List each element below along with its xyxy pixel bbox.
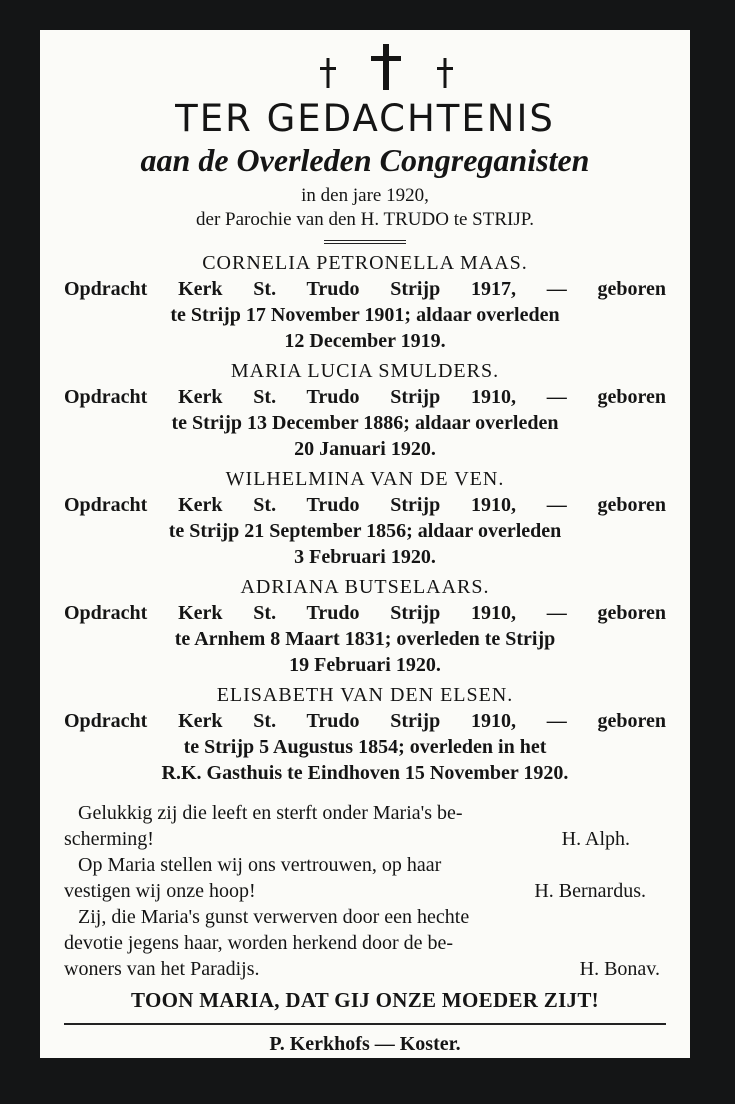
entry-line: 20 Januari 1920.: [294, 438, 436, 460]
quote-text: devotie jegens haar, worden herkend door de be-: [64, 932, 454, 954]
entry-line: te Strijp 5 Augustus 1854; overleden in het: [183, 736, 547, 758]
quote-line: [64, 826, 666, 852]
entry-line: 3 Februari 1920.: [294, 546, 436, 568]
quote-line: [64, 852, 666, 878]
quote-line: [64, 956, 666, 982]
entry-line: 19 Februari 1920.: [289, 654, 441, 676]
quote-author: H. Alph.: [561, 828, 630, 850]
entry-name: CORNELIA PETRONELLA MAAS.: [202, 252, 528, 274]
quote-line: [64, 904, 666, 930]
card-subtitle: aan de Overleden Congreganisten: [140, 142, 590, 178]
entry-smulders: [64, 358, 666, 462]
entry-van-de-ven: [64, 466, 666, 570]
small-cross-icon-left: [320, 58, 336, 88]
quote-author: H. Bernardus.: [534, 880, 646, 902]
intro-year: in den jare 1920,: [301, 185, 429, 206]
quote-text: vestigen wij onze hoop!: [64, 880, 256, 902]
entry-name: WILHELMINA VAN DE VEN.: [225, 468, 505, 490]
entry-line: te Strijp 21 September 1856; aldaar overleden: [168, 520, 562, 542]
entry-line: R.K. Gasthuis te Eindhoven 15 November 1920.: [161, 762, 569, 784]
quote-text: Op Maria stellen wij ons vertrouwen, op haar: [78, 854, 442, 876]
entry-line: Opdracht Kerk St. Trudo Strijp 1910, — geboren: [64, 602, 666, 624]
quote-line: [64, 878, 666, 904]
quotes-block: [64, 800, 666, 982]
intro-parish: der Parochie van den H. TRUDO te STRIJP.: [196, 209, 534, 230]
quote-text: Zij, die Maria's gunst verwerven door een hechte: [78, 906, 470, 928]
memorial-card: [40, 30, 690, 1058]
entry-butselaars: [64, 574, 666, 678]
footer-rule: [64, 1023, 666, 1025]
crosses: [64, 44, 666, 96]
double-rule: [324, 240, 406, 244]
closing-prayer: TOON MARIA, DAT GIJ ONZE MOEDER ZIJT!: [131, 988, 599, 1012]
entry-line: Opdracht Kerk St. Trudo Strijp 1917, — geboren: [64, 278, 666, 300]
quote-text: woners van het Paradijs.: [64, 958, 260, 980]
entry-name: MARIA LUCIA SMULDERS.: [230, 360, 500, 382]
quote-author: H. Bonav.: [579, 958, 660, 980]
entry-name: ELISABETH VAN DEN ELSEN.: [216, 684, 514, 706]
entry-line: Opdracht Kerk St. Trudo Strijp 1910, — geboren: [64, 494, 666, 516]
quote-text: Gelukkig zij die leeft en sterft onder Maria's be-: [78, 802, 463, 824]
card-title: TER GEDACHTENIS: [175, 97, 555, 140]
quote-text: scherming!: [64, 828, 154, 850]
entry-line: Opdracht Kerk St. Trudo Strijp 1910, — geboren: [64, 710, 666, 732]
quote-line: [64, 800, 666, 826]
entry-line: 12 December 1919.: [284, 330, 446, 352]
entry-line: Opdracht Kerk St. Trudo Strijp 1910, — geboren: [64, 386, 666, 408]
entry-line: te Arnhem 8 Maart 1831; overleden te Strijp: [174, 628, 556, 650]
entry-line: te Strijp 17 November 1901; aldaar overleden: [170, 304, 560, 326]
entry-maas: [64, 250, 666, 354]
entry-name: ADRIANA BUTSELAARS.: [240, 576, 490, 598]
footer-sexton: P. Kerkhofs — Koster.: [269, 1033, 461, 1055]
quote-line: [64, 930, 666, 956]
entry-van-den-elsen: [64, 682, 666, 786]
small-cross-icon-right: [437, 58, 453, 88]
large-cross-icon-center: [371, 44, 401, 90]
entry-line: te Strijp 13 December 1886; aldaar overleden: [171, 412, 559, 434]
